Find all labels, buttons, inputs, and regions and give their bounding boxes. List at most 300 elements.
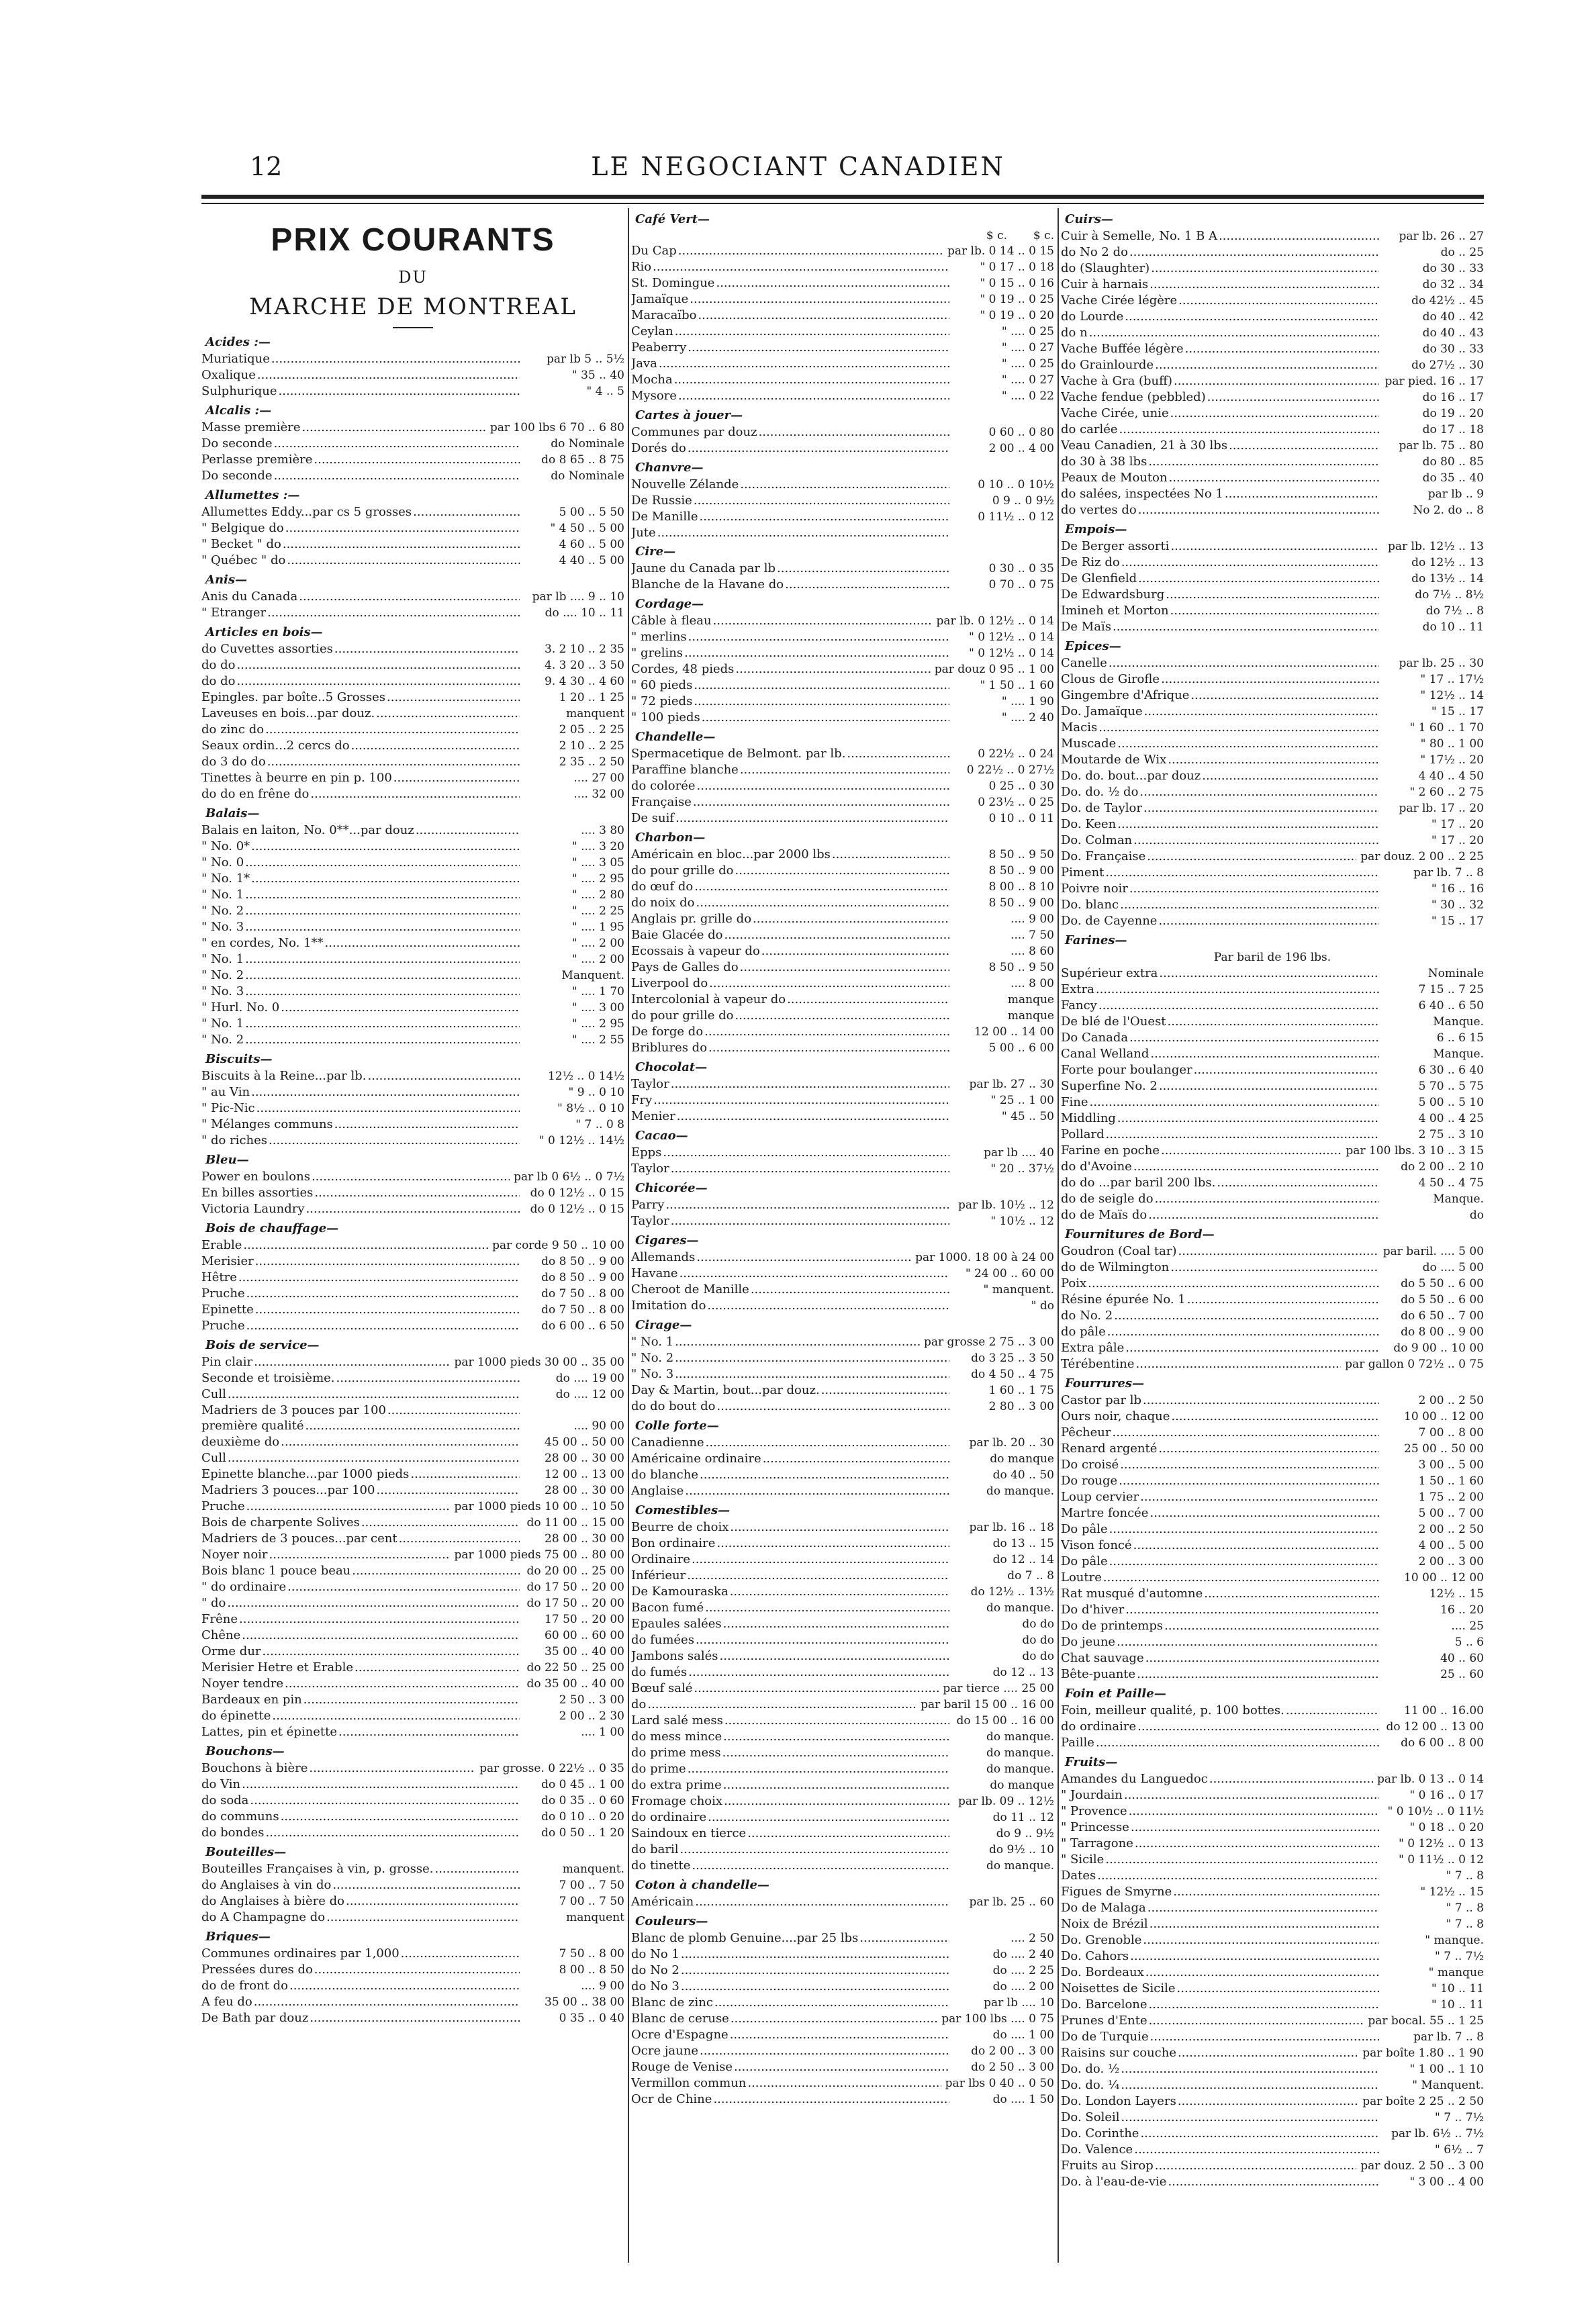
item-price: " 10½ .. 12 xyxy=(990,1215,1054,1228)
item-price: " .... 2 25 xyxy=(571,904,624,918)
item-label-cell xyxy=(1061,1538,1379,1553)
item-label: De Berger assorti xyxy=(1061,539,1170,553)
price-row xyxy=(1061,704,1484,720)
item-price: 1 20 .. 1 25 xyxy=(559,691,624,704)
item-label-cell xyxy=(1061,325,1379,340)
item-label-cell xyxy=(631,2011,937,2026)
price-row xyxy=(631,959,1054,976)
item-label-cell xyxy=(201,452,520,467)
item-price: 40 .. 60 xyxy=(1440,1652,1484,1665)
item-label-cell xyxy=(1061,555,1379,570)
price-row xyxy=(201,673,624,690)
item-price: do 9½ .. 10 xyxy=(988,1843,1054,1856)
item-label: Saindoux en tierce xyxy=(631,1826,747,1840)
item-price: 28 00 .. 30 00 xyxy=(545,1452,624,1465)
price-row xyxy=(631,1713,1054,1729)
item-label-cell xyxy=(201,1254,520,1269)
item-label-cell xyxy=(1061,2142,1379,2157)
price-row xyxy=(1061,1719,1484,1735)
page-number: 12 xyxy=(250,152,283,181)
item-price: " 7 .. 8 xyxy=(1446,1901,1484,1915)
item-label: Foin, meilleur qualité, p. 100 bottes. xyxy=(1061,1703,1284,1717)
item-price: 12½ .. 15 xyxy=(1429,1587,1484,1601)
item-price: do 0 12½ .. 0 15 xyxy=(530,1202,624,1216)
item-price: .... 9 00 xyxy=(1011,912,1054,926)
item-label-cell xyxy=(631,1584,949,1599)
price-row xyxy=(631,577,1054,593)
item-label: do de Wilmington xyxy=(1061,1260,1170,1274)
item-label-cell xyxy=(631,911,949,927)
price-row xyxy=(1061,1634,1484,1650)
section-title: Biscuits— xyxy=(205,1052,273,1066)
item-label-cell xyxy=(201,1547,450,1562)
item-label-cell xyxy=(631,1552,949,1567)
price-row xyxy=(1061,881,1484,897)
price-row xyxy=(631,1930,1054,1946)
price-row xyxy=(1061,865,1484,881)
item-price: " .... 1 95 xyxy=(571,921,624,934)
item-label: Sulphurique xyxy=(201,384,277,398)
price-row xyxy=(201,1201,624,1217)
price-row xyxy=(631,1008,1054,1024)
item-label-cell xyxy=(1061,1094,1379,1110)
item-price: par lb. 0 13 .. 0 14 xyxy=(1377,1773,1484,1786)
item-price: do manque. xyxy=(986,1730,1054,1744)
item-label: De Kamouraska xyxy=(631,1585,729,1599)
item-price: " 35 .. 40 xyxy=(571,369,624,382)
item-label-cell xyxy=(201,436,520,451)
price-row xyxy=(631,2011,1054,2027)
item-label-cell xyxy=(201,1354,450,1370)
item-label-cell xyxy=(1061,816,1379,832)
price-row xyxy=(1061,228,1484,244)
price-section xyxy=(1061,1375,1484,1683)
column-divider xyxy=(1058,208,1059,2263)
item-label: Merisier xyxy=(201,1254,254,1268)
price-section xyxy=(1061,1685,1484,1751)
item-price: manquent xyxy=(566,707,624,720)
item-label-cell xyxy=(1061,2126,1379,2141)
item-price: do 3 25 .. 3 50 xyxy=(971,1352,1054,1365)
item-label-cell xyxy=(1061,1276,1379,1291)
item-price: do 6 00 .. 6 50 xyxy=(541,1319,624,1333)
price-section xyxy=(201,1844,624,1926)
price-row xyxy=(631,477,1054,493)
du-subheading: DU xyxy=(398,268,428,287)
item-label-cell xyxy=(201,1515,520,1530)
item-price: " 0 12½ .. 0 14 xyxy=(968,647,1054,660)
item-label-cell xyxy=(1061,1965,1379,1980)
price-section xyxy=(1061,521,1484,635)
price-row xyxy=(1061,965,1484,982)
price-row xyxy=(201,420,624,436)
item-label: do 3 do do xyxy=(201,755,266,769)
price-row xyxy=(201,1946,624,1962)
item-price: do 11 00 .. 15 00 xyxy=(526,1516,624,1529)
item-label: Cheroot de Manille xyxy=(631,1282,749,1296)
price-row xyxy=(1061,389,1484,406)
item-label: Piment xyxy=(1061,865,1105,880)
item-price: par lb. 0 14 .. 0 15 xyxy=(947,244,1054,258)
item-label-cell xyxy=(1061,671,1379,687)
item-label: " No. 1 xyxy=(201,1017,244,1031)
item-label-cell xyxy=(201,690,520,705)
item-label: " No. 0 xyxy=(201,855,244,869)
item-label-cell xyxy=(1061,897,1379,912)
item-label-cell xyxy=(1061,2158,1356,2173)
section-title: Cirage— xyxy=(635,1318,692,1332)
price-row xyxy=(1061,1836,1484,1852)
item-label-cell xyxy=(631,275,949,291)
price-row xyxy=(1061,1771,1484,1787)
item-price: do 20 00 .. 25 00 xyxy=(526,1564,624,1578)
item-price: do 0 10 .. 0 20 xyxy=(541,1810,624,1824)
item-label: Fruits au Sirop xyxy=(1061,2159,1154,2173)
item-price: do 8 00 .. 9 00 xyxy=(1401,1325,1484,1339)
item-label: Perlasse première xyxy=(201,453,313,467)
price-row xyxy=(201,951,624,968)
item-label-cell xyxy=(1061,1719,1379,1734)
item-price: 7 00 .. 8 00 xyxy=(1418,1426,1484,1440)
price-row xyxy=(631,694,1054,710)
item-label-cell xyxy=(201,468,520,483)
item-label: Raisins sur couche xyxy=(1061,2046,1176,2060)
item-price: " .... 0 22 xyxy=(1001,389,1054,403)
price-section xyxy=(631,1877,1054,1910)
item-label: St. Domingue xyxy=(631,276,715,290)
price-row xyxy=(631,943,1054,959)
item-price: do 0 12½ .. 0 15 xyxy=(530,1186,624,1200)
item-label: do vertes do xyxy=(1061,503,1137,517)
item-label-cell xyxy=(631,1366,949,1382)
item-label: " Mélanges communs xyxy=(201,1117,333,1131)
price-row xyxy=(631,1664,1054,1681)
item-label: Supérieur extra xyxy=(1061,966,1158,980)
item-price: do do xyxy=(1022,1650,1054,1663)
item-label-cell xyxy=(201,1877,520,1893)
item-price: do 40 .. 43 xyxy=(1422,326,1484,340)
price-section xyxy=(201,571,624,621)
item-label: Blanc de ceruse xyxy=(631,2012,729,2026)
section-title: Café Vert— xyxy=(635,212,710,226)
item-price: " 0 12½ .. 0 13 xyxy=(1398,1837,1484,1850)
price-row xyxy=(631,509,1054,525)
item-price: " 17½ .. 20 xyxy=(1420,753,1484,767)
item-label: Poivre noir xyxy=(1061,882,1128,896)
price-row xyxy=(201,1286,624,1302)
price-row xyxy=(201,770,624,786)
item-label-cell xyxy=(631,2059,949,2075)
item-label: do fumées xyxy=(631,1633,694,1647)
item-price: do do xyxy=(1022,1617,1054,1631)
item-label: Ceylan xyxy=(631,324,673,338)
item-label: En billes assorties xyxy=(201,1186,314,1200)
price-row xyxy=(1061,913,1484,929)
price-row xyxy=(201,1370,624,1386)
item-label-cell xyxy=(1061,1884,1379,1899)
item-label: Epinette xyxy=(201,1303,254,1317)
item-label-cell xyxy=(201,2010,520,2026)
item-price: " .... 3 20 xyxy=(571,840,624,853)
item-label: Loutre xyxy=(1061,1570,1102,1585)
item-label-cell xyxy=(631,388,949,404)
price-row xyxy=(201,690,624,706)
item-label: do ordinaire xyxy=(1061,1719,1137,1734)
price-row xyxy=(201,1676,624,1692)
item-label-cell xyxy=(631,1334,920,1350)
item-label: Dates xyxy=(1061,1869,1096,1883)
item-label: " Princesse xyxy=(1061,1820,1129,1834)
item-price: " 0 19 .. 0 25 xyxy=(980,293,1054,306)
item-label-cell xyxy=(1061,736,1379,751)
price-row xyxy=(201,1909,624,1926)
price-row xyxy=(631,525,1054,540)
price-row xyxy=(201,520,624,536)
item-label-cell xyxy=(631,1145,949,1160)
item-label: do fumés xyxy=(631,1665,688,1679)
item-price: do 12 .. 14 xyxy=(992,1553,1054,1566)
price-row xyxy=(201,822,624,839)
item-label-cell xyxy=(631,1519,949,1535)
price-row xyxy=(1061,2077,1484,2093)
item-label-cell xyxy=(631,308,949,323)
item-label: Seaux ordin...2 cercs do xyxy=(201,739,350,753)
item-label-cell xyxy=(1061,1703,1379,1718)
column-3-sections xyxy=(1061,211,1484,2190)
price-row xyxy=(201,1724,624,1740)
item-price: do 12 .. 13 xyxy=(992,1666,1054,1679)
section-title: Balais— xyxy=(205,806,260,820)
item-label-cell xyxy=(631,863,949,878)
item-label-cell xyxy=(631,1777,949,1793)
price-row xyxy=(1061,538,1484,555)
item-price: par lb. 75 .. 80 xyxy=(1399,439,1484,453)
item-price: 8 50 .. 9 50 xyxy=(988,848,1054,861)
item-label: do d'Avoine xyxy=(1061,1160,1132,1174)
section-title: Chandelle— xyxy=(635,730,716,744)
price-row xyxy=(631,561,1054,577)
item-label-cell xyxy=(201,887,520,902)
item-price: 28 00 .. 30 00 xyxy=(545,1484,624,1497)
item-price: do 32 .. 34 xyxy=(1422,278,1484,291)
item-price: " .... 2 95 xyxy=(571,872,624,886)
item-label-cell xyxy=(201,1563,520,1578)
item-price: do .... 2 40 xyxy=(992,1948,1054,1961)
item-label-cell xyxy=(1061,2029,1379,2044)
price-row xyxy=(201,1354,624,1370)
item-label: Martre foncée xyxy=(1061,1506,1149,1520)
price-row xyxy=(1061,1489,1484,1505)
price-row xyxy=(631,388,1054,404)
item-label: do ordinaire xyxy=(631,1810,707,1824)
item-label: Communes ordinaires par 1,000 xyxy=(201,1946,400,1961)
item-label: Hêtre xyxy=(201,1270,237,1284)
item-price: do .... 2 25 xyxy=(992,1964,1054,1977)
price-row xyxy=(1061,244,1484,261)
item-label: Extra pâle xyxy=(1061,1341,1125,1355)
price-row xyxy=(1061,1505,1484,1521)
item-price: par lb. 10½ .. 12 xyxy=(957,1198,1054,1212)
item-label: Fromage choix xyxy=(631,1794,723,1808)
price-row xyxy=(1061,357,1484,373)
item-label: Do pâle xyxy=(1061,1554,1108,1568)
item-label: Noyer noir xyxy=(201,1548,268,1562)
item-label: Madriers 3 pouces...par 100 xyxy=(201,1483,375,1497)
item-label: De Glenfield xyxy=(1061,571,1137,585)
item-price: do .... 12 00 xyxy=(555,1388,624,1401)
item-label: do No 2 xyxy=(631,1963,679,1977)
item-label: do Vin xyxy=(201,1777,241,1791)
item-label-cell xyxy=(631,2043,949,2059)
item-label: Erable xyxy=(201,1238,242,1252)
price-section xyxy=(631,1913,1054,2108)
item-price: par lb. 7 .. 8 xyxy=(1413,866,1484,880)
item-price: par lb. 0 12½ .. 0 14 xyxy=(936,614,1054,628)
price-row xyxy=(201,1068,624,1084)
section-title: Cartes à jouer— xyxy=(635,408,743,422)
price-row xyxy=(1061,1143,1484,1159)
item-label: Jaune du Canada par lb xyxy=(631,561,776,575)
item-label-cell xyxy=(1061,1143,1342,1158)
item-label: Do de printemps xyxy=(1061,1619,1164,1633)
price-row xyxy=(1061,1538,1484,1554)
item-label: Castor par lb xyxy=(1061,1393,1141,1407)
price-row xyxy=(201,589,624,605)
price-row xyxy=(201,1515,624,1531)
item-price: 10 00 .. 12 00 xyxy=(1404,1571,1484,1585)
item-label: do do xyxy=(201,674,236,688)
item-price: do do xyxy=(1022,1634,1054,1647)
item-label: Do. Française xyxy=(1061,849,1146,863)
item-price: 4 40 .. 4 50 xyxy=(1418,769,1484,783)
item-label: Menier xyxy=(631,1109,675,1123)
price-row xyxy=(1061,571,1484,587)
item-label: Moutarde de Wix xyxy=(1061,753,1167,767)
price-row xyxy=(631,879,1054,895)
item-label: Anglaise xyxy=(631,1484,684,1498)
item-label: Jambons salés xyxy=(631,1649,718,1663)
item-label: Muscade xyxy=(1061,737,1117,751)
item-price: " 25 .. 1 00 xyxy=(990,1094,1054,1107)
item-label-cell xyxy=(201,1434,520,1450)
item-label: " Etranger xyxy=(201,606,267,620)
item-label: Do de Malaga xyxy=(1061,1901,1146,1915)
item-label: do mess mince xyxy=(631,1730,722,1744)
price-row xyxy=(1061,486,1484,502)
price-row xyxy=(631,661,1054,677)
currency-header-cell: $ c. xyxy=(986,229,1007,242)
item-price: .... 90 00 xyxy=(573,1419,624,1433)
price-row xyxy=(201,383,624,399)
price-row xyxy=(631,794,1054,810)
price-row xyxy=(631,1729,1054,1745)
price-row xyxy=(1061,784,1484,800)
price-section xyxy=(201,805,624,1048)
item-label-cell xyxy=(201,1676,520,1691)
item-label: Balais en laiton, No. 0**...par douz xyxy=(201,823,414,837)
price-row xyxy=(1061,454,1484,470)
section-title: Cuirs— xyxy=(1065,212,1113,226)
item-label: Rouge de Venise xyxy=(631,2060,733,2074)
item-label-cell xyxy=(1061,603,1379,618)
item-price: do 16 .. 17 xyxy=(1422,391,1484,404)
column-1 xyxy=(201,208,624,2290)
price-row xyxy=(201,1962,624,1978)
item-label-cell xyxy=(631,895,949,910)
item-label-cell xyxy=(631,561,949,576)
item-label-cell xyxy=(201,504,520,520)
item-label: " No. 3 xyxy=(631,1367,674,1381)
item-label-cell xyxy=(201,722,520,737)
item-label: Résine épurée No. 1 xyxy=(1061,1292,1186,1307)
item-price: 2 10 .. 2 25 xyxy=(559,739,624,753)
item-label-cell xyxy=(1061,244,1379,260)
item-label-cell xyxy=(201,1809,520,1824)
item-price: 2 00 .. 2 50 xyxy=(1418,1523,1484,1536)
item-price: " .... 2 00 xyxy=(571,937,624,950)
item-label-cell xyxy=(631,1894,949,1909)
item-label: Oxalique xyxy=(201,368,256,382)
price-row xyxy=(631,1681,1054,1697)
item-label-cell xyxy=(631,1664,949,1680)
item-price: par grosse 2 75 .. 3 00 xyxy=(923,1335,1054,1349)
item-label-cell xyxy=(201,968,520,983)
item-label: Power en boulons xyxy=(201,1170,310,1184)
item-label: De Riz do xyxy=(1061,555,1120,569)
item-label: Macis xyxy=(1061,720,1098,735)
item-label: Bouteilles Françaises à vin, p. grosse. xyxy=(201,1862,434,1876)
price-row xyxy=(1061,2093,1484,2110)
item-label: Orme dur xyxy=(201,1644,261,1658)
price-row xyxy=(631,1697,1054,1713)
item-label-cell xyxy=(201,786,520,802)
item-price: do 22 50 .. 25 00 xyxy=(526,1661,624,1675)
price-row xyxy=(631,1213,1054,1229)
item-price: 2 75 .. 3 10 xyxy=(1418,1128,1484,1141)
price-row xyxy=(1061,1292,1484,1308)
item-label: Do. do. ½ do xyxy=(1061,785,1139,799)
price-row xyxy=(631,746,1054,762)
price-row xyxy=(1061,720,1484,736)
price-section xyxy=(631,1232,1054,1314)
price-row xyxy=(631,2059,1054,2075)
item-price: .... 32 00 xyxy=(573,788,624,801)
price-row xyxy=(631,1858,1054,1874)
price-row xyxy=(631,291,1054,308)
item-price: " 0 16 .. 0 17 xyxy=(1409,1789,1484,1802)
item-price: do .... 10 .. 11 xyxy=(545,606,624,620)
item-price: 28 00 .. 30 00 xyxy=(545,1532,624,1546)
heading-divider xyxy=(393,327,433,328)
item-label-cell xyxy=(201,1861,520,1877)
item-label-cell xyxy=(631,943,949,959)
item-price: do 30 .. 33 xyxy=(1422,342,1484,356)
price-row xyxy=(631,1298,1054,1314)
item-label: Jamaïque xyxy=(631,292,689,306)
item-label-cell xyxy=(201,1169,510,1184)
item-label: " Hurl. No. 0 xyxy=(201,1000,280,1015)
price-section xyxy=(1061,1226,1484,1372)
item-price: do 8 50 .. 9 00 xyxy=(541,1271,624,1284)
item-label-cell xyxy=(201,1499,450,1514)
item-label-cell xyxy=(631,1282,949,1297)
item-label-cell xyxy=(1061,1457,1379,1472)
item-label: do bondes xyxy=(201,1826,265,1840)
item-label: Ocr de Chine xyxy=(631,2092,712,2106)
item-price: 5 00 .. 6 00 xyxy=(988,1041,1054,1055)
item-label-cell xyxy=(1061,1521,1379,1537)
item-label: Blanc de plomb Genuine....par 25 lbs xyxy=(631,1931,859,1945)
